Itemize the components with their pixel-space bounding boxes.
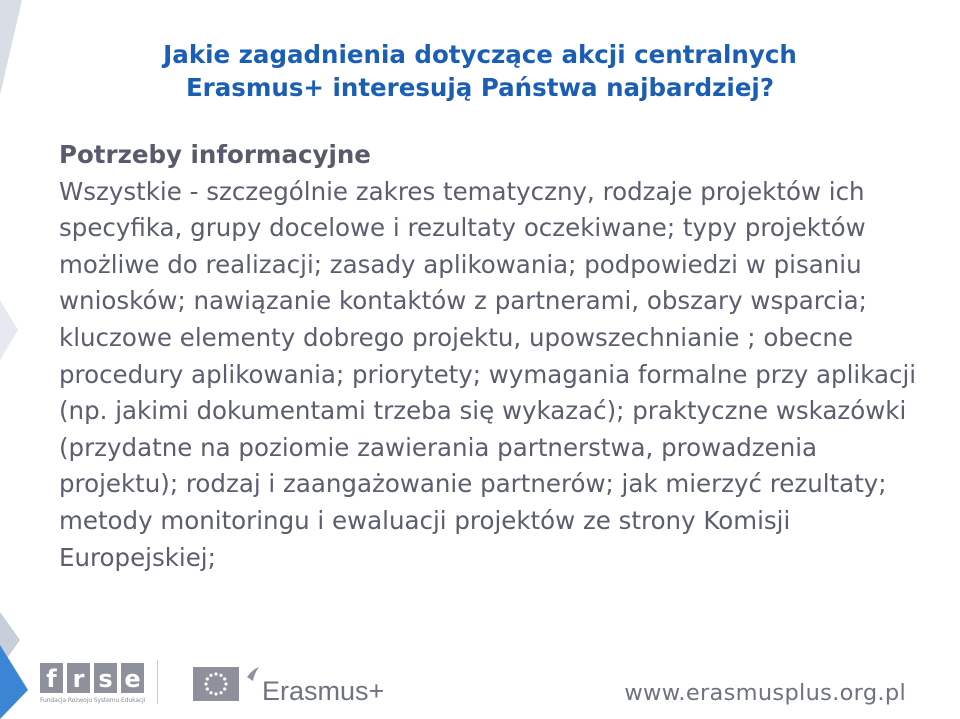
section-subheading: Potrzeby informacyjne bbox=[59, 140, 371, 169]
body-paragraph: Wszystkie - szczególnie zakres tematyczny, rodzaje projektów ich specyfika, grupy docelowe i rezultaty oczekiwane; typy projektów możliwe do realizacji; zasady aplikowania; podpowiedzi w pisaniu wniosków; nawiązanie kontaktów z partnerami, obszary wsparcia; kluczowe elementy dobrego projektu, upowszechnianie ; obecne procedury aplikowania; priorytety; wymagania formalne przy aplikacji (np. jakimi dokumentami trzeba się wykazać); praktyczne wskazówki (przydatne na poziomie zawierania partnerstwa, prowadzenia projektu); rodzaj i zaangażowanie partnerów; jak mierzyć rezultaty; metody monitoringu i ewaluacji projektów ze strony Komisji Europejskiej; bbox=[59, 176, 917, 572]
erasmus-mark-icon bbox=[245, 665, 261, 705]
slide-title bbox=[100, 38, 860, 104]
eu-flag-icon bbox=[193, 667, 239, 701]
footer bbox=[0, 650, 960, 719]
slide-body bbox=[59, 137, 939, 576]
erasmus-logo-text: Erasmus+ bbox=[262, 676, 385, 706]
slide-title-line-2: Erasmus+ interesują Państwa najbardziej? bbox=[185, 73, 775, 102]
svg-text:r: r bbox=[72, 665, 85, 693]
slide-title-line-1: Jakie zagadnienia dotyczące akcji centralnych bbox=[163, 40, 797, 69]
decorative-side-shapes bbox=[0, 0, 60, 719]
svg-text:s: s bbox=[98, 665, 113, 693]
svg-text:e: e bbox=[124, 665, 141, 693]
svg-text:f: f bbox=[46, 665, 57, 693]
website-url: www.erasmusplus.org.pl bbox=[624, 680, 906, 706]
footer-divider bbox=[157, 660, 158, 704]
frse-subtitle: Fundacja Rozwoju Systemu Edukacji bbox=[40, 697, 146, 704]
frse-logo bbox=[40, 661, 145, 695]
